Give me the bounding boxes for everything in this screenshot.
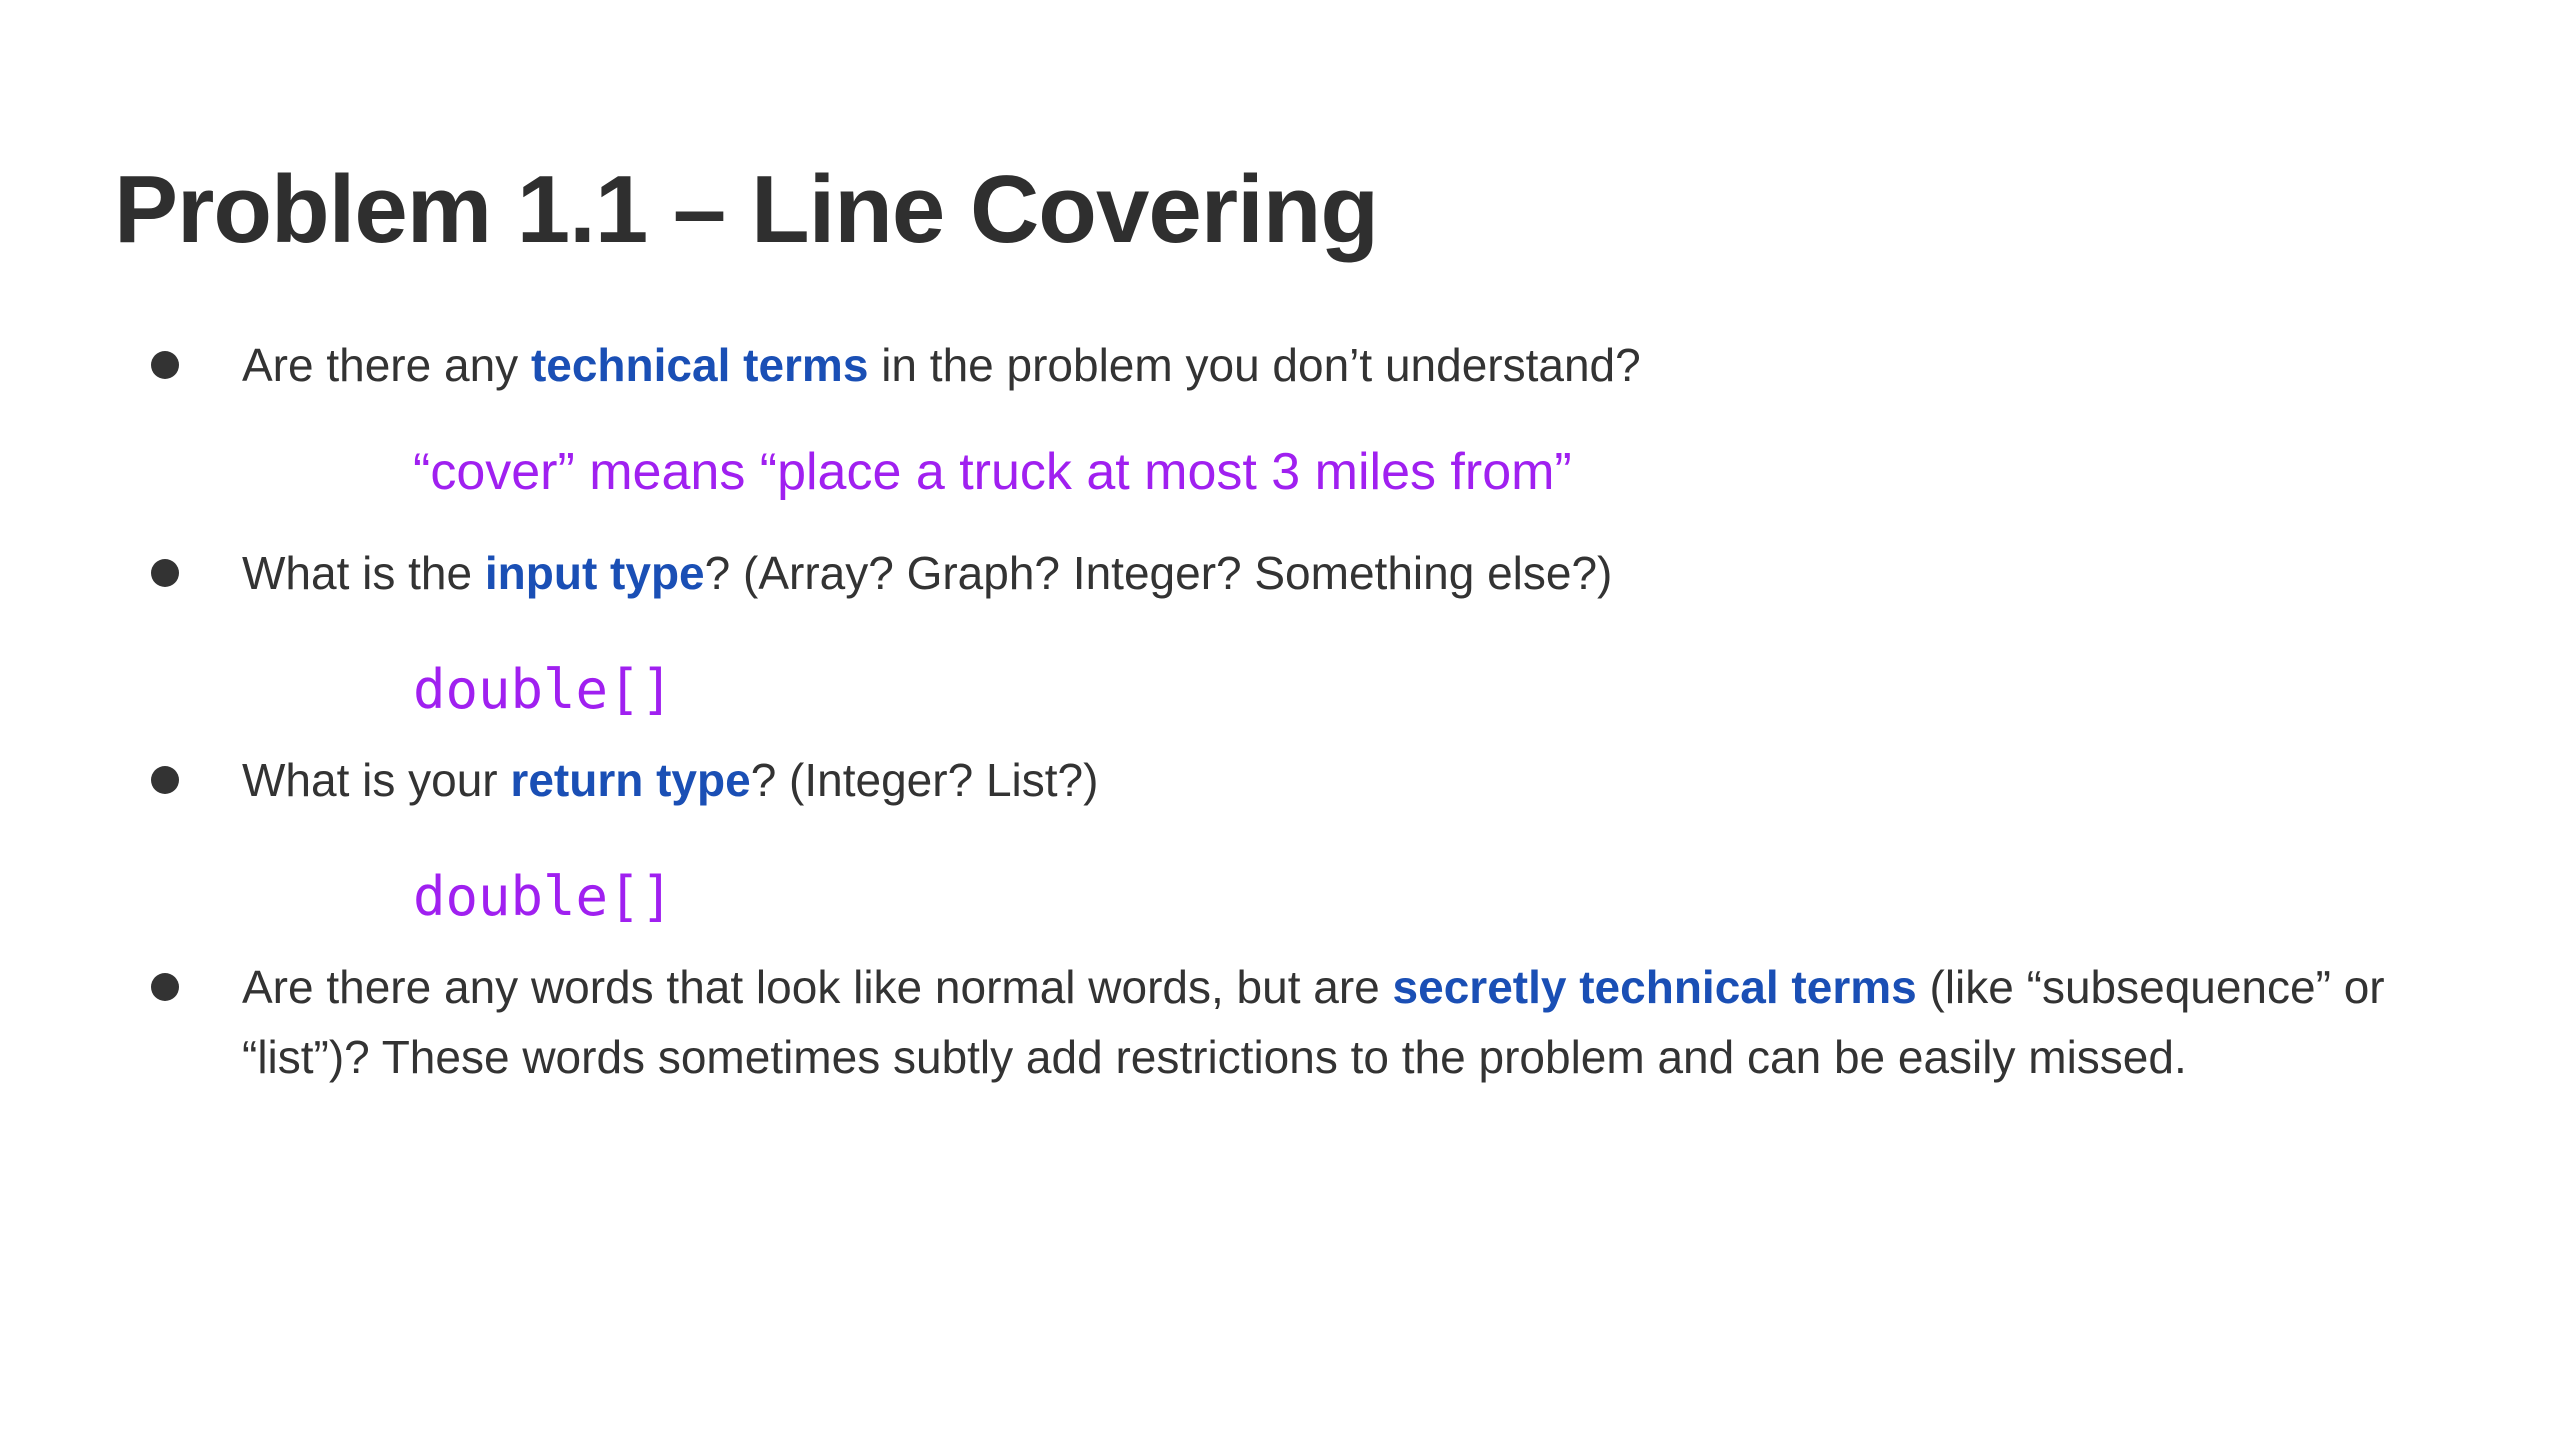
bullet-text-tail: ? (Array? Graph? Integer? Something else?) — [704, 547, 1613, 599]
bullet-dot-icon — [151, 973, 179, 1001]
bullet-text-lead: Are there any words that look like normal words, but are — [242, 961, 1393, 1013]
bullet-text-tail: ? (Integer? List?) — [750, 754, 1099, 806]
answer-return-type: double[] — [413, 865, 674, 928]
bullet-text-lead: Are there any — [242, 339, 531, 391]
bullet-keyword: technical terms — [530, 339, 869, 391]
bullet-text-lead: What is your — [242, 754, 511, 806]
bullet-text-tail: in the problem you don’t understand? — [868, 339, 1641, 391]
bullet-dot-icon — [151, 559, 179, 587]
bullet-keyword: secretly technical terms — [1392, 961, 1917, 1013]
bullet-keyword: return type — [510, 754, 751, 806]
bullet-text-tail: (like “subsequence” or “list”)? These words sometimes subtly add restrictions to the problem and can be easily missed. — [242, 961, 2385, 1083]
bullet-keyword: input type — [484, 547, 705, 599]
bullet-text — [242, 952, 2482, 1092]
answer-cover-definition: “cover” means “place a truck at most 3 miles from” — [413, 443, 1572, 501]
bullet-text — [242, 330, 2482, 400]
bullet-dot-icon — [151, 766, 179, 794]
slide-title: Problem 1.1 – Line Covering — [114, 156, 1379, 263]
bullet-text — [242, 538, 2482, 608]
bullet-dot-icon — [151, 351, 179, 379]
answer-input-type: double[] — [413, 658, 674, 721]
bullet-text — [242, 745, 2482, 815]
bullet-text-lead: What is the — [242, 547, 485, 599]
